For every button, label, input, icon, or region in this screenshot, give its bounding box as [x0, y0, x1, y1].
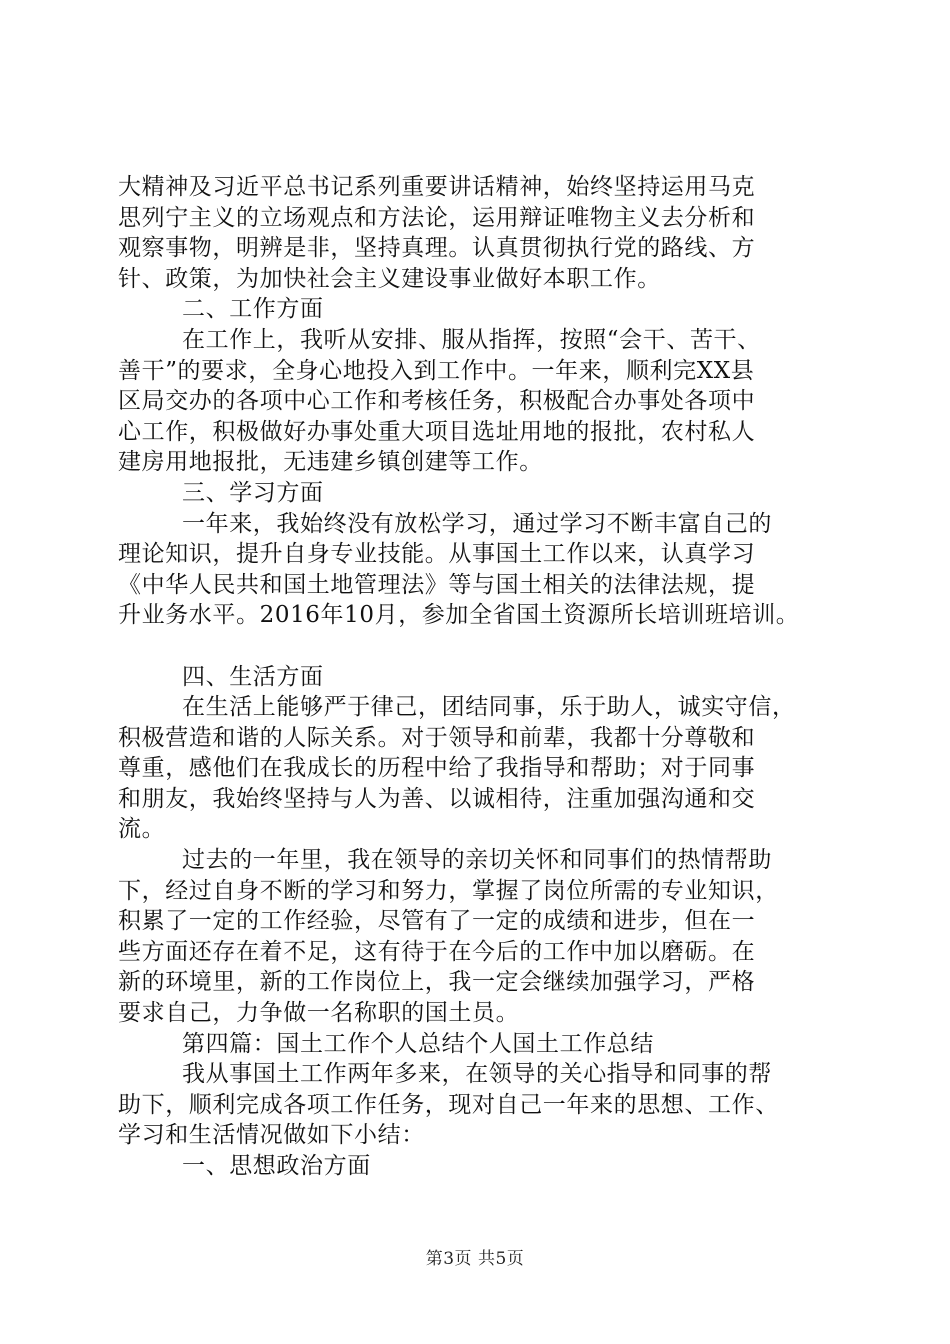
text-line: 升业务水平。2016年10月，参加全省国土资源所长培训班培训。	[118, 602, 800, 629]
text-line: 些方面还存在着不足，这有待于在今后的工作中加以磨砺。在	[118, 938, 756, 965]
text-line: 针、政策，为加快社会主义建设事业做好本职工作。	[118, 265, 661, 292]
text-line: 过去的一年里，我在领导的亲切关怀和同事们的热情帮助	[182, 847, 772, 874]
text-line: 我从事国土工作两年多来，在领导的关心指导和同事的帮	[182, 1061, 772, 1088]
text-line: 积累了一定的工作经验，尽管有了一定的成绩和进步，但在一	[118, 908, 756, 935]
text-line: 四、生活方面	[182, 663, 324, 690]
text-line: 和朋友，我始终坚持与人为善、以诚相待，注重加强沟通和交	[118, 785, 756, 812]
text-line: 新的环境里，新的工作岗位上，我一定会继续加强学习，严格	[118, 969, 756, 996]
text-line: 三、学习方面	[182, 479, 324, 506]
text-line: 二、工作方面	[182, 296, 324, 323]
text-line: 理论知识，提升自身专业技能。从事国土工作以来，认真学习	[118, 541, 756, 568]
page-footer: 第3页 共5页	[425, 1249, 525, 1269]
text-line: 观察事物，明辨是非，坚持真理。认真贯彻执行党的路线、方	[118, 235, 756, 262]
text-line: 区局交办的各项中心工作和考核任务，积极配合办事处各项中	[118, 388, 756, 415]
text-line: 《中华人民共和国土地管理法》等与国土相关的法律法规，提	[118, 571, 756, 598]
text-line: 大精神及习近平总书记系列重要讲话精神，始终坚持运用马克	[118, 174, 756, 200]
blank-line	[118, 631, 834, 662]
text-line: 学习和生活情况做如下小结：	[118, 1122, 425, 1149]
text-line: 尊重，感他们在我成长的历程中给了我指导和帮助；对于同事	[118, 755, 756, 782]
text-line: 在生活上能够严于律己，团结同事，乐于助人，诚实守信，	[182, 694, 796, 721]
text-line: 心工作，积极做好办事处重大项目选址用地的报批，农村私人	[118, 418, 756, 445]
text-line: 下，经过自身不断的学习和努力，掌握了岗位所需的专业知识，	[118, 877, 779, 904]
text-line: 助下，顺利完成各项工作任务，现对自己一年来的思想、工作、	[118, 1091, 779, 1118]
text-line: 一年来，我始终没有放松学习，通过学习不断丰富自己的	[182, 510, 772, 537]
text-line: 善干”的要求，全身心地投入到工作中。一年来，顺利完XX县	[118, 357, 755, 384]
text-line: 思列宁主义的立场观点和方法论，运用辩证唯物主义去分析和	[118, 204, 756, 231]
text-line: 建房用地报批，无违建乡镇创建等工作。	[118, 449, 543, 476]
text-line: 一、思想政治方面	[182, 1153, 371, 1179]
text-line: 在工作上，我听从安排、服从指挥，按照“会干、苦干、	[182, 326, 761, 353]
text-line: 要求自己，力争做一名称职的国土员。	[118, 1000, 520, 1027]
text-line: 积极营造和谐的人际关系。对于领导和前辈，我都十分尊敬和	[118, 724, 756, 751]
text-line: 第四篇：国土工作个人总结个人国土工作总结	[182, 1030, 654, 1057]
text-line: 流。	[118, 816, 166, 843]
document-body	[118, 172, 834, 1182]
